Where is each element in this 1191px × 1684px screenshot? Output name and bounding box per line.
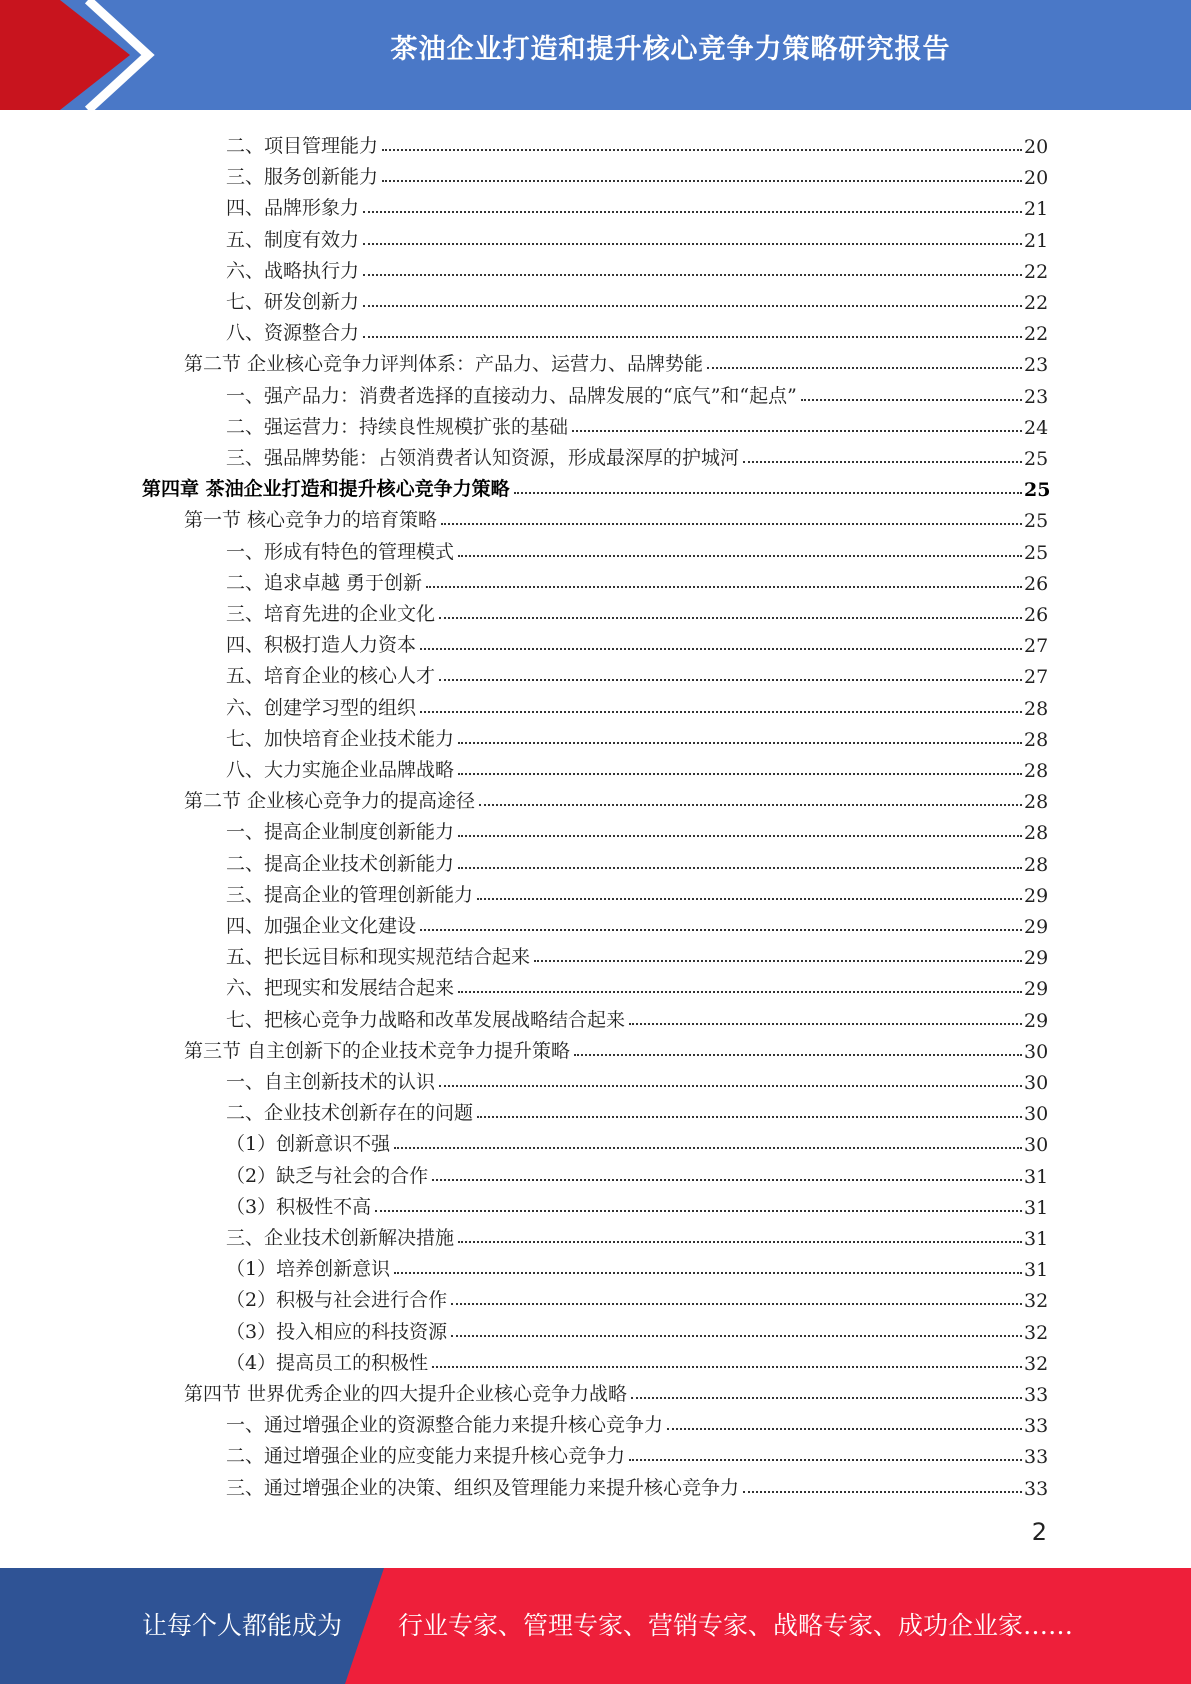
toc-entry-page: 29 (1024, 947, 1049, 970)
toc-entry[interactable] (226, 626, 1048, 657)
toc-entry-page: 33 (1024, 1415, 1049, 1438)
toc-entry[interactable] (226, 252, 1048, 283)
toc-entry-page: 27 (1024, 635, 1049, 658)
toc-entry[interactable] (226, 1437, 1048, 1468)
toc-entry[interactable] (226, 377, 1048, 408)
toc-entry-label: 四、加强企业文化建设 (226, 915, 417, 937)
toc-entry-page: 29 (1024, 884, 1049, 907)
toc-entry[interactable] (226, 938, 1048, 969)
toc-entry[interactable] (226, 813, 1048, 844)
toc-leader-dots (458, 991, 1022, 993)
toc-leader-dots (534, 960, 1022, 962)
toc-entry[interactable] (184, 501, 1048, 532)
toc-entry-page: 30 (1024, 1134, 1049, 1157)
toc-entry[interactable] (226, 1469, 1048, 1500)
toc-entry[interactable] (226, 158, 1048, 189)
page-number: 2 (1031, 1518, 1047, 1546)
toc-entry-page: 33 (1024, 1446, 1049, 1469)
toc-entry-page: 32 (1024, 1321, 1049, 1344)
toc-entry[interactable] (226, 314, 1048, 345)
toc-leader-dots (458, 555, 1022, 557)
toc-leader-dots (458, 867, 1022, 869)
toc-entry-page: 32 (1024, 1352, 1049, 1375)
toc-entry[interactable] (226, 595, 1048, 626)
toc-leader-dots (432, 1366, 1022, 1368)
toc-entry-label: 二、企业技术创新存在的问题 (226, 1102, 474, 1125)
toc-leader-dots (439, 617, 1022, 619)
toc-entry-label: （4）提高员工的积极性 (226, 1351, 429, 1374)
toc-entry[interactable] (226, 751, 1048, 782)
toc-leader-dots (458, 835, 1022, 837)
toc-entry[interactable] (184, 1375, 1048, 1406)
toc-entry-page: 23 (1024, 385, 1049, 408)
toc-entry-label: 六、创建学习型的组织 (226, 696, 417, 719)
toc-leader-dots (477, 898, 1022, 900)
toc-entry-label: （2）缺乏与社会的合作 (226, 1164, 429, 1187)
toc-entry-page: 31 (1024, 1228, 1049, 1250)
toc-entry-page: 31 (1024, 1196, 1049, 1219)
toc-entry-label: 三、通过增强企业的决策、组织及管理能力来提升核心竞争力 (226, 1476, 740, 1499)
toc-entry-label: 二、追求卓越 勇于创新 (226, 571, 423, 594)
toc-entry[interactable] (226, 876, 1048, 907)
toc-entry-page: 27 (1024, 666, 1049, 689)
toc-entry-label: 第一节 核心竞争力的培育策略 (184, 509, 438, 532)
toc-entry-label: （1）创新意识不强 (226, 1133, 391, 1156)
toc-entry-label: 二、通过增强企业的应变能力来提升核心竞争力 (226, 1445, 626, 1468)
toc-entry[interactable] (184, 782, 1048, 813)
toc-leader-dots (394, 1147, 1022, 1149)
toc-entry[interactable] (226, 1188, 1048, 1219)
toc-leader-dots (426, 586, 1022, 588)
toc-entry-label: （3）积极性不高 (226, 1195, 372, 1218)
toc-leader-dots (441, 523, 1022, 525)
toc-entry-label: （1）培养创新意识 (226, 1258, 391, 1281)
toc-leader-dots (394, 1272, 1022, 1274)
toc-entry-label: 五、制度有效力 (226, 228, 360, 251)
toc-entry-page: 30 (1024, 1072, 1049, 1094)
toc-leader-dots (439, 1085, 1022, 1087)
toc-entry[interactable] (226, 283, 1048, 314)
toc-entry[interactable] (226, 1344, 1048, 1375)
toc-leader-dots (667, 1428, 1022, 1430)
toc-entry-label: 第二节 企业核心竞争力的提高途径 (184, 790, 476, 813)
toc-leader-dots (439, 679, 1022, 681)
toc-leader-dots (479, 804, 1022, 806)
toc-entry[interactable] (226, 907, 1048, 938)
toc-leader-dots (451, 1335, 1022, 1337)
toc-entry-label: 八、资源整合力 (226, 322, 360, 345)
toc-entry-page: 28 (1024, 853, 1049, 876)
toc-entry-label: 七、加快培育企业技术能力 (226, 727, 455, 750)
toc-leader-dots (432, 1179, 1022, 1181)
toc-entry-label: 第四章 茶油企业打造和提升核心竞争力策略 (142, 478, 510, 501)
toc-entry-label: 四、积极打造人力资本 (226, 634, 417, 657)
toc-entry-page: 25 (1024, 479, 1051, 502)
toc-leader-dots (363, 243, 1022, 245)
toc-entry[interactable] (226, 221, 1048, 252)
toc-entry-page: 22 (1024, 292, 1049, 314)
toc-entry[interactable] (226, 1250, 1048, 1281)
toc-entry-page: 28 (1024, 791, 1049, 814)
toc-entry-label: 三、培育先进的企业文化 (226, 603, 436, 625)
toc-entry-page: 31 (1024, 1259, 1049, 1282)
toc-entry-page: 31 (1024, 1165, 1049, 1188)
page-header (0, 0, 1191, 110)
toc-entry-label: （3）投入相应的科技资源 (226, 1320, 448, 1343)
toc-leader-dots (574, 1054, 1022, 1056)
toc-entry-label: 二、项目管理能力 (226, 135, 379, 157)
toc-entry-page: 28 (1024, 697, 1049, 720)
toc-entry-page: 33 (1024, 1477, 1049, 1500)
toc-entry-label: 七、研发创新力 (226, 291, 360, 313)
toc-entry[interactable] (226, 720, 1048, 751)
toc-entry-page: 32 (1024, 1290, 1049, 1313)
toc-entry[interactable] (226, 845, 1048, 876)
toc-entry-page: 28 (1024, 760, 1049, 782)
toc-leader-dots (363, 336, 1022, 338)
toc-entry[interactable] (226, 1313, 1048, 1344)
toc-leader-dots (363, 211, 1022, 213)
toc-entry[interactable] (226, 564, 1048, 595)
toc-entry-page: 22 (1024, 323, 1049, 346)
toc-entry-page: 28 (1024, 822, 1049, 845)
toc-leader-dots (458, 742, 1022, 744)
toc-entry[interactable] (226, 127, 1048, 158)
toc-entry-label: 三、提高企业的管理创新能力 (226, 883, 474, 906)
toc-entry-page: 24 (1024, 416, 1049, 439)
toc-entry[interactable] (226, 1219, 1048, 1250)
toc-entry[interactable] (226, 533, 1048, 564)
toc-entry-label: 三、服务创新能力 (226, 166, 379, 189)
toc-entry-label: 一、自主创新技术的认识 (226, 1071, 436, 1093)
toc-leader-dots (514, 492, 1022, 494)
toc-entry-page: 29 (1024, 978, 1049, 1001)
toc-entry-label: 第三节 自主创新下的企业技术竞争力提升策略 (184, 1039, 571, 1062)
toc-leader-dots (451, 1303, 1022, 1305)
toc-leader-dots (707, 367, 1022, 369)
toc-entry[interactable] (226, 657, 1048, 688)
toc-entry-label: 八、大力实施企业品牌战略 (226, 759, 455, 781)
toc-entry-label: 一、强产品力：消费者选择的直接动力、品牌发展的“底气”和“起点” (226, 384, 797, 407)
toc-entry-label: 一、提高企业制度创新能力 (226, 821, 455, 844)
toc-entry[interactable] (226, 1157, 1048, 1188)
toc-entry-label: 三、企业技术创新解决措施 (226, 1227, 455, 1249)
toc-entry-page: 26 (1024, 572, 1049, 595)
toc-entry[interactable] (226, 969, 1048, 1000)
toc-entry-page: 25 (1024, 541, 1049, 564)
toc-entry-page: 29 (1024, 916, 1049, 938)
toc-entry-label: 第四节 世界优秀企业的四大提升企业核心竞争力战略 (184, 1383, 628, 1405)
toc-entry-label: 六、把现实和发展结合起来 (226, 977, 455, 1000)
toc-entry[interactable] (226, 1406, 1048, 1437)
toc-leader-dots (363, 305, 1022, 307)
toc-leader-dots (375, 1210, 1022, 1212)
toc-entry-label: 五、培育企业的核心人才 (226, 665, 436, 688)
toc-leader-dots (420, 711, 1022, 713)
footer-slogan-left: 让每个人都能成为 (142, 1611, 343, 1640)
toc-entry-page: 30 (1024, 1103, 1049, 1126)
toc-entry-page: 21 (1024, 229, 1049, 252)
toc-leader-dots (572, 430, 1022, 432)
toc-leader-dots (477, 1116, 1022, 1118)
toc-leader-dots (458, 1241, 1022, 1243)
toc-leader-dots (458, 773, 1022, 775)
toc-entry[interactable] (226, 1063, 1048, 1094)
toc-leader-dots (631, 1397, 1022, 1399)
toc-entry-label: 四、品牌形象力 (226, 197, 360, 220)
toc-entry-label: 一、通过增强企业的资源整合能力来提升核心竞争力 (226, 1414, 664, 1437)
toc-leader-dots (382, 149, 1022, 151)
toc-entry-page: 28 (1024, 728, 1049, 751)
toc-entry[interactable] (226, 1094, 1048, 1125)
toc-entry-label: 三、强品牌势能：占领消费者认知资源，形成最深厚的护城河 (226, 447, 740, 469)
toc-entry[interactable] (184, 1032, 1048, 1063)
toc-entry[interactable] (226, 1281, 1048, 1312)
toc-leader-dots (420, 648, 1022, 650)
toc-entry-label: （2）积极与社会进行合作 (226, 1289, 448, 1312)
toc-leader-dots (382, 180, 1022, 182)
toc-entry[interactable] (184, 345, 1048, 376)
toc-entry-page: 21 (1024, 198, 1049, 221)
toc-leader-dots (629, 1023, 1022, 1025)
toc-leader-dots (629, 1459, 1022, 1461)
toc-entry-label: 五、把长远目标和现实规范结合起来 (226, 946, 531, 969)
toc-entry-page: 23 (1024, 354, 1049, 377)
toc-entry-page: 20 (1024, 136, 1049, 158)
header-arrow-icon (0, 0, 160, 110)
page-footer (0, 1568, 1191, 1684)
toc-entry[interactable] (226, 1001, 1048, 1032)
toc-entry-page: 20 (1024, 167, 1049, 190)
toc-entry-label: 第二节 企业核心竞争力评判体系：产品力、运营力、品牌势能 (184, 353, 704, 376)
toc-entry[interactable] (226, 408, 1048, 439)
toc-entry-page: 25 (1024, 448, 1049, 470)
toc-entry[interactable] (226, 439, 1048, 470)
toc-entry-page: 29 (1024, 1009, 1049, 1032)
toc-entry[interactable] (226, 189, 1048, 220)
toc-entry-label: 二、提高企业技术创新能力 (226, 852, 455, 875)
toc-entry[interactable] (226, 689, 1048, 720)
toc-leader-dots (363, 274, 1022, 276)
toc-entry[interactable] (142, 470, 1051, 502)
report-title: 茶油企业打造和提升核心竞争力策略研究报告 (390, 34, 951, 65)
toc-entry-page: 33 (1024, 1384, 1049, 1406)
toc-entry-label: 二、强运营力：持续良性规模扩张的基础 (226, 415, 569, 438)
toc-entry-label: 六、战略执行力 (226, 259, 360, 282)
toc-entry[interactable] (226, 1125, 1048, 1156)
toc-leader-dots (743, 1491, 1022, 1493)
toc-leader-dots (801, 399, 1022, 401)
toc-entry-label: 七、把核心竞争力战略和改革发展战略结合起来 (226, 1008, 626, 1031)
toc-entry-page: 30 (1024, 1040, 1049, 1063)
toc-leader-dots (743, 461, 1022, 463)
footer-slogan-right: 行业专家、管理专家、营销专家、战略专家、成功企业家…… (398, 1611, 1074, 1640)
toc-leader-dots (420, 929, 1022, 931)
toc-entry-label: 一、形成有特色的管理模式 (226, 540, 455, 563)
toc-entry-page: 22 (1024, 260, 1049, 283)
toc-entry-page: 25 (1024, 510, 1049, 533)
toc-entry-page: 26 (1024, 604, 1049, 626)
